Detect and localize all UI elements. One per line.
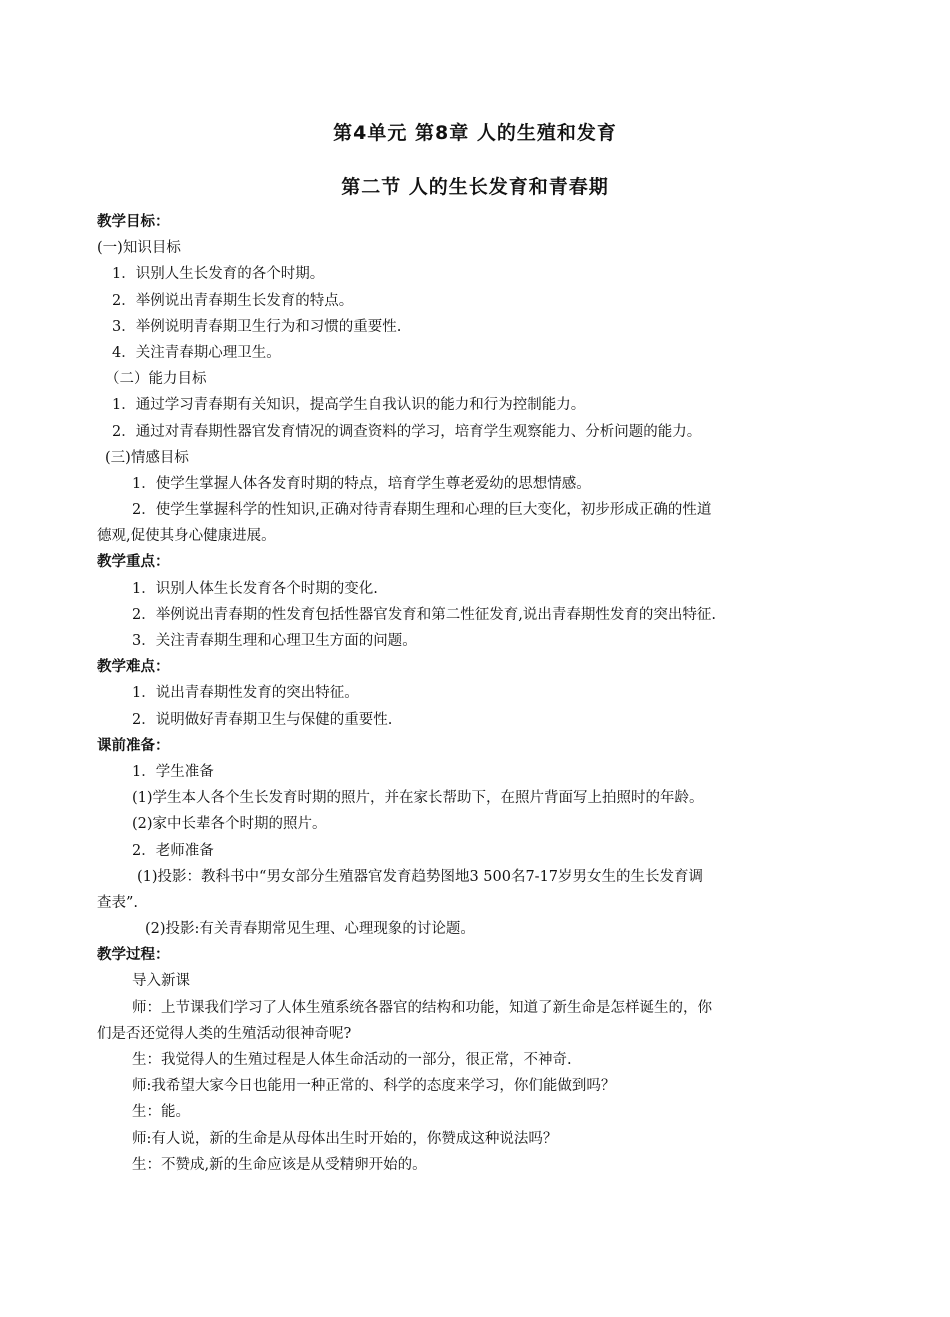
text-line: 师:有人说，新的生命是从母体出生时开始的，你赞成这种说法吗？ — [132, 1130, 558, 1147]
text-line: 师：上节课我们学习了人体生殖系统各器官的结构和功能，知道了新生命是怎样诞生的，你 — [132, 999, 712, 1016]
text-line: 师:我希望大家今日也能用一种正常的、科学的态度来学习，你们能做到吗？ — [132, 1078, 616, 1095]
text-line: 1．使学生掌握人体各发育时期的特点，培育学生尊老爱幼的思想情感。 — [132, 475, 591, 492]
text-line: (一)知识目标 — [97, 240, 181, 257]
text-line: 1．识别人生长发育的各个时期。 — [112, 266, 325, 283]
text-line: 2．老师准备 — [132, 842, 214, 859]
section-heading: 教学重点： — [97, 554, 170, 571]
text-line: 1．说出青春期性发育的突出特征。 — [132, 685, 359, 702]
section-heading: 课前准备： — [97, 737, 170, 754]
text-line: 3．关注青春期生理和心理卫生方面的问题。 — [132, 633, 417, 649]
section-title: 第二节 人的生长发育和青春期 — [341, 176, 609, 198]
text-line: 们是否还觉得人类的生殖活动很神奇呢? — [97, 1025, 352, 1042]
text-line: 导入新课 — [132, 973, 190, 990]
text-line: （二）能力目标 — [105, 371, 207, 388]
section-heading: 教学目标： — [97, 214, 170, 230]
document-title: 第4单元 第8章 人的生殖和发育 — [333, 122, 617, 144]
text-line: 生：我觉得人的生殖过程是人体生命活动的一部分，很正常，不神奇. — [132, 1052, 572, 1068]
text-line: 1．通过学习青春期有关知识，提高学生自我认识的能力和行为控制能力。 — [112, 397, 586, 414]
text-line: 2．举例说出青春期的性发育包括性器官发育和第二性征发育,说出青春期性发育的突出特征. — [132, 606, 716, 623]
text-line: 2．使学生掌握科学的性知识,正确对待青春期生理和心理的巨大变化，初步形成正确的性道 — [132, 502, 712, 519]
text-line: (1)投影：教科书中“男女部分生殖器官发育趋势图地3 500名7-17岁男女生的生长发育调 — [137, 868, 704, 885]
section-heading: 教学难点： — [97, 659, 170, 676]
text-line: (三)情感目标 — [105, 449, 189, 466]
text-line: 生：能。 — [132, 1104, 190, 1121]
text-line: 3．举例说明青春期卫生行为和习惯的重要性. — [112, 318, 402, 335]
text-line: 1．学生准备 — [132, 763, 214, 780]
text-line: 4．关注青春期心理卫生。 — [112, 344, 281, 361]
text-line: (2)家中长辈各个时期的照片。 — [132, 816, 327, 833]
text-line: (1)学生本人各个生长发育时期的照片，并在家长帮助下，在照片背面写上拍照时的年龄。 — [132, 790, 704, 807]
text-line: 生：不赞成,新的生命应该是从受精卵开始的。 — [132, 1156, 427, 1173]
text-line: 2．通过对青春期性器官发育情况的调查资料的学习，培育学生观察能力、分析问题的能力。 — [112, 423, 702, 440]
text-line: 查表”. — [97, 894, 139, 911]
text-line: 2．说明做好青春期卫生与保健的重要性. — [132, 711, 393, 728]
document-body — [97, 209, 857, 1178]
text-line: (2)投影:有关青春期常见生理、心理现象的讨论题。 — [145, 921, 475, 938]
section-heading: 教学过程： — [97, 947, 170, 964]
text-line: 2．举例说出青春期生长发育的特点。 — [112, 292, 354, 309]
text-line: 1．识别人体生长发育各个时期的变化. — [132, 580, 378, 597]
text-line: 德观,促使其身心健康进展。 — [97, 528, 276, 545]
